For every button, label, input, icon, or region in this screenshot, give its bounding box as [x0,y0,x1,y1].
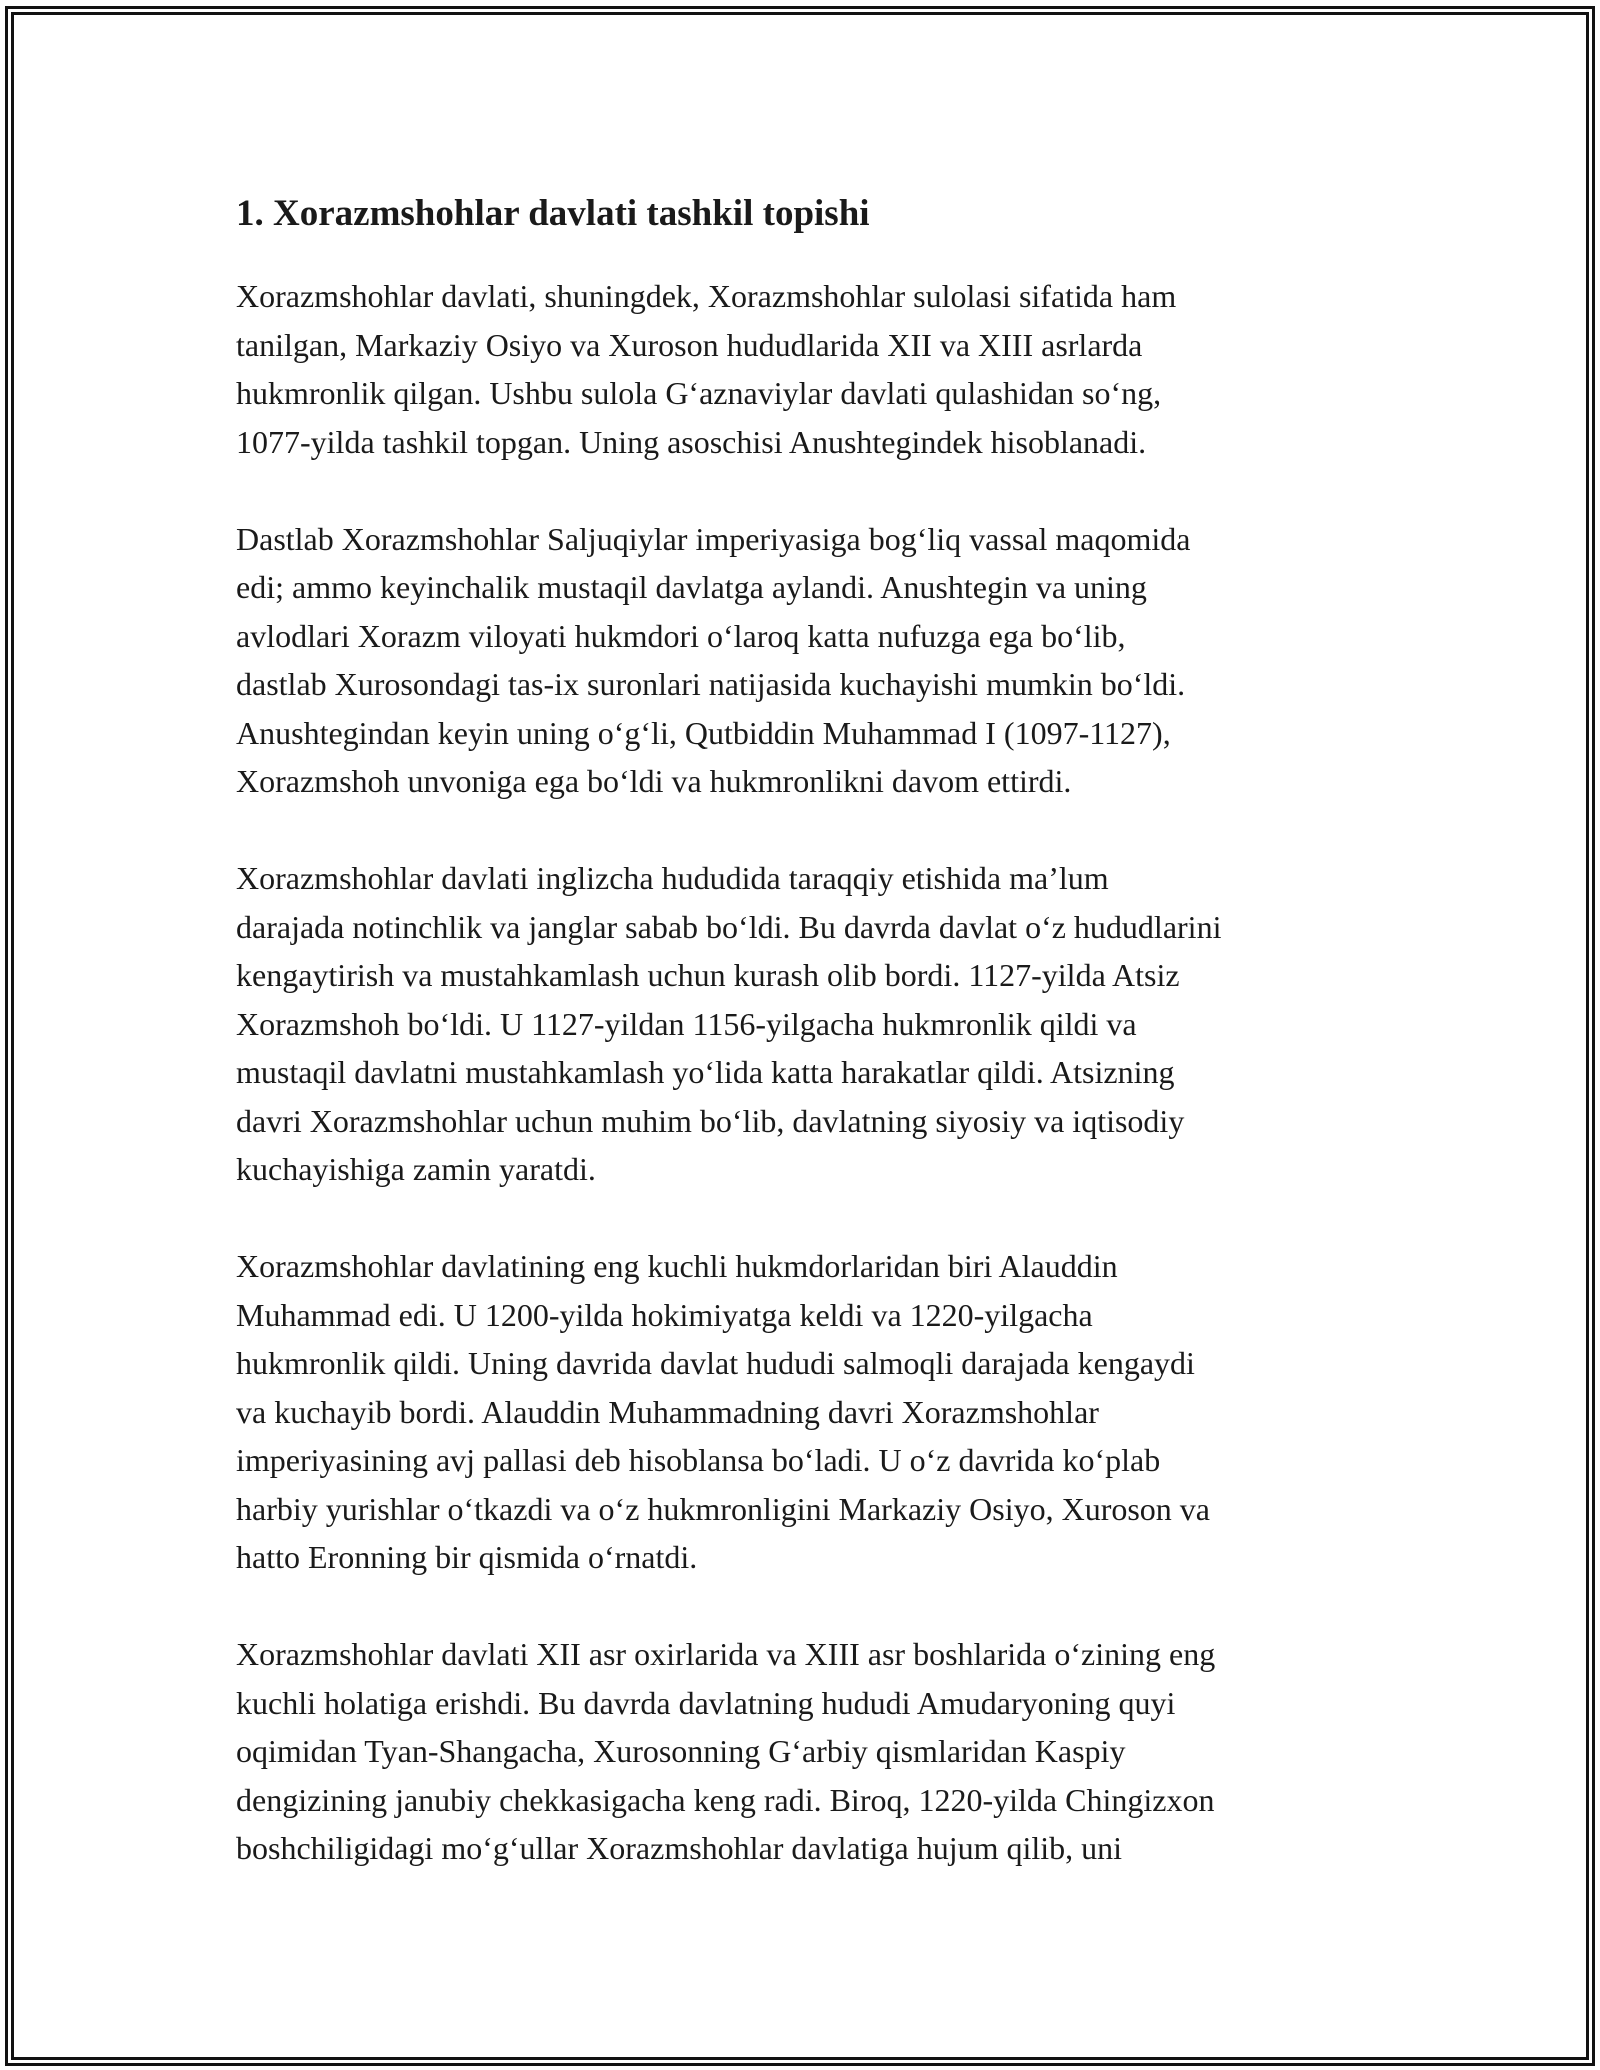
text-line: dengizining janubiy chekkasigacha keng radi. Biroq, 1220-yilda Chingizxon [236,1781,1215,1818]
text-line: Dastlab Xorazmshohlar Saljuqiylar imperiyasiga bog‘liq vassal maqomida [236,520,1191,557]
text-line: kuchayishiga zamin yaratdi. [236,1151,596,1187]
paragraph [236,515,1376,806]
text-line: boshchiligidagi mo‘g‘ullar Xorazmshohlar davlatiga hujum qilib, uni [236,1830,1123,1866]
text-line: Xorazmshohlar davlati XII asr oxirlarida va XIII asr boshlarida o‘zining eng [236,1636,1216,1672]
section-heading: 1. Xorazmshohlar davlati tashkil topishi [236,193,870,234]
text-line: davri Xorazmshohlar uchun muhim bo‘lib, davlatning siyosiy va iqtisodiy [236,1102,1185,1139]
text-line: hatto Eronning bir qismida o‘rnatdi. [236,1539,698,1575]
text-line: Xorazmshohlar davlati, shuningdek, Xorazmshohlar sulolasi sifatida ham [236,278,1177,314]
document-body [236,188,1376,1921]
text-line: mustaqil davlatni mustahkamlash yo‘lida katta harakatlar qildi. Atsizning [236,1054,1175,1090]
text-line: Anushtegindan keyin uning o‘g‘li, Qutbiddin Muhammad I (1097-1127), [236,714,1171,751]
text-line: Xorazmshoh unvoniga ega bo‘ldi va hukmronlikni davom ettirdi. [236,763,1072,799]
paragraph [236,854,1376,1194]
text-line: Xorazmshohlar davlati inglizcha hududida taraqqiy etishida ma’lum [236,860,1109,896]
text-line: kengaytirish va mustahkamlash uchun kurash olib bordi. 1127-yilda Atsiz [236,957,1180,993]
text-line: harbiy yurishlar o‘tkazdi va o‘z hukmronligini Markaziy Osiyo, Xuroson va [236,1490,1210,1527]
text-line: 1077-yilda tashkil topgan. Uning asoschisi Anushtegindek hisoblanadi. [236,423,1147,460]
paragraph [236,1630,1376,1873]
text-line: kuchli holatiga erishdi. Bu davrda davlatning hududi Amudaryoning quyi [236,1684,1176,1721]
paragraph [236,272,1376,466]
text-line: Xorazmshohlar davlatining eng kuchli hukmdorlaridan biri Alauddin [236,1248,1118,1284]
text-line: imperiyasining avj pallasi deb hisoblansa bo‘ladi. U o‘z davrida ko‘plab [236,1442,1161,1478]
paragraph-list [236,272,1376,1873]
text-line: edi; ammo keyinchalik mustaqil davlatga aylandi. Anushtegin va uning [236,569,1147,605]
text-line: va kuchayib bordi. Alauddin Muhammadning davri Xorazmshohlar [236,1393,1099,1430]
text-line: tanilgan, Markaziy Osiyo va Xuroson hududlarida XII va XIII asrlarda [236,326,1143,363]
text-line: hukmronlik qildi. Uning davrida davlat hududi salmoqli darajada kengaydi [236,1345,1195,1381]
text-line: Xorazmshoh bo‘ldi. U 1127-yildan 1156-yilgacha hukmronlik qildi va [236,1005,1137,1042]
text-line: avlodlari Xorazm viloyati hukmdori o‘laroq katta nufuzga ega bo‘lib, [236,617,1126,654]
text-line: Muhammad edi. U 1200-yilda hokimiyatga keldi va 1220-yilgacha [236,1296,1093,1333]
paragraph [236,1242,1376,1582]
text-line: dastlab Xurosondagi tas-ix suronlari natijasida kuchayishi mumkin bo‘ldi. [236,666,1186,702]
text-line: hukmronlik qilgan. Ushbu sulola G‘aznaviylar davlati qulashidan so‘ng, [236,375,1162,411]
text-line: darajada notinchlik va janglar sabab bo‘ldi. Bu davrda davlat o‘z hududlarini [236,908,1222,945]
text-line: oqimidan Tyan-Shangacha, Xurosonning G‘arbiy qismlaridan Kaspiy [236,1733,1126,1769]
